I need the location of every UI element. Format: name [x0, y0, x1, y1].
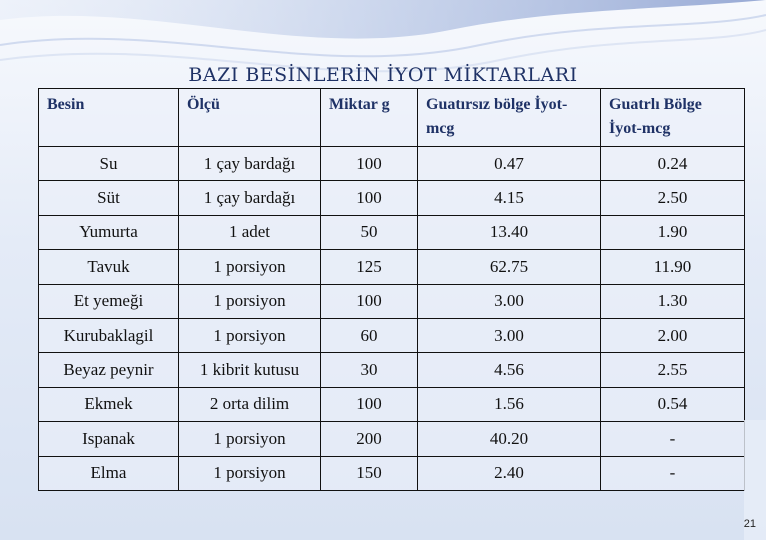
table-cell: Tavuk: [39, 250, 179, 284]
table-cell: 3.00: [418, 284, 601, 318]
table-cell: 62.75: [418, 250, 601, 284]
table-cell: -: [601, 456, 745, 490]
table-cell: Beyaz peynir: [39, 353, 179, 387]
header-cell: Besin: [39, 89, 179, 147]
table-cell: 0.24: [601, 147, 745, 181]
table-row: [39, 318, 745, 352]
table-cell: 1 porsiyon: [179, 284, 321, 318]
table-cell: -: [601, 422, 745, 456]
table-row: [39, 456, 745, 490]
header-cell: Guatrlı Bölge İyot-mcg: [601, 89, 745, 147]
table-cell: Elma: [39, 456, 179, 490]
table-cell: Et yemeği: [39, 284, 179, 318]
table-cell: 60: [321, 318, 418, 352]
table-cell: 100: [321, 147, 418, 181]
table-cell: 50: [321, 215, 418, 249]
table-cell: 100: [321, 181, 418, 215]
table-cell: 1.56: [418, 387, 601, 421]
table-cell: 11.90: [601, 250, 745, 284]
page-number: 21: [743, 518, 756, 530]
table-row: [39, 215, 745, 249]
table-cell: Su: [39, 147, 179, 181]
table-cell: 1 porsiyon: [179, 422, 321, 456]
table-cell: 1 porsiyon: [179, 318, 321, 352]
table-cell: 1.30: [601, 284, 745, 318]
table-cell: 150: [321, 456, 418, 490]
table-cell: 4.56: [418, 353, 601, 387]
table-cell: 1 kibrit kutusu: [179, 353, 321, 387]
header-cell: Ölçü: [179, 89, 321, 147]
iodine-table: [38, 88, 745, 491]
table-cell: 1 çay bardağı: [179, 147, 321, 181]
table-cell: 2 orta dilim: [179, 387, 321, 421]
table-cell: Süt: [39, 181, 179, 215]
table-cell: 4.15: [418, 181, 601, 215]
table-cell: Ispanak: [39, 422, 179, 456]
table-cell: Ekmek: [39, 387, 179, 421]
table-row: [39, 147, 745, 181]
table-cell: 100: [321, 284, 418, 318]
table-cell: 0.47: [418, 147, 601, 181]
table-row: [39, 181, 745, 215]
table-cell: 40.20: [418, 422, 601, 456]
table-row: [39, 284, 745, 318]
table-cell: Yumurta: [39, 215, 179, 249]
table-cell: 2.50: [601, 181, 745, 215]
table-row: [39, 250, 745, 284]
table-cell: 200: [321, 422, 418, 456]
table-cell: 2.40: [418, 456, 601, 490]
table-cell: 100: [321, 387, 418, 421]
header-cell: Guatırsız bölge İyot-mcg: [418, 89, 601, 147]
table-cell: Kurubaklagil: [39, 318, 179, 352]
table-header-row: [39, 89, 745, 147]
table-row: [39, 387, 745, 421]
table-cell: 2.55: [601, 353, 745, 387]
table-cell: 3.00: [418, 318, 601, 352]
slide-title: BAZI BESİNLERİN İYOT MİKTARLARI: [188, 64, 578, 86]
table-cell: 1 çay bardağı: [179, 181, 321, 215]
table-row: [39, 422, 745, 456]
table-cell: 1.90: [601, 215, 745, 249]
table-cell: 0.54: [601, 387, 745, 421]
table-cell: 13.40: [418, 215, 601, 249]
table-cell: 1 adet: [179, 215, 321, 249]
table-cell: 1 porsiyon: [179, 250, 321, 284]
iodine-table-container: [38, 88, 744, 491]
table-cell: 30: [321, 353, 418, 387]
header-cell: Miktar g: [321, 89, 418, 147]
table-cell: 2.00: [601, 318, 745, 352]
table-row: [39, 353, 745, 387]
table-cell: 125: [321, 250, 418, 284]
table-cell: 1 porsiyon: [179, 456, 321, 490]
